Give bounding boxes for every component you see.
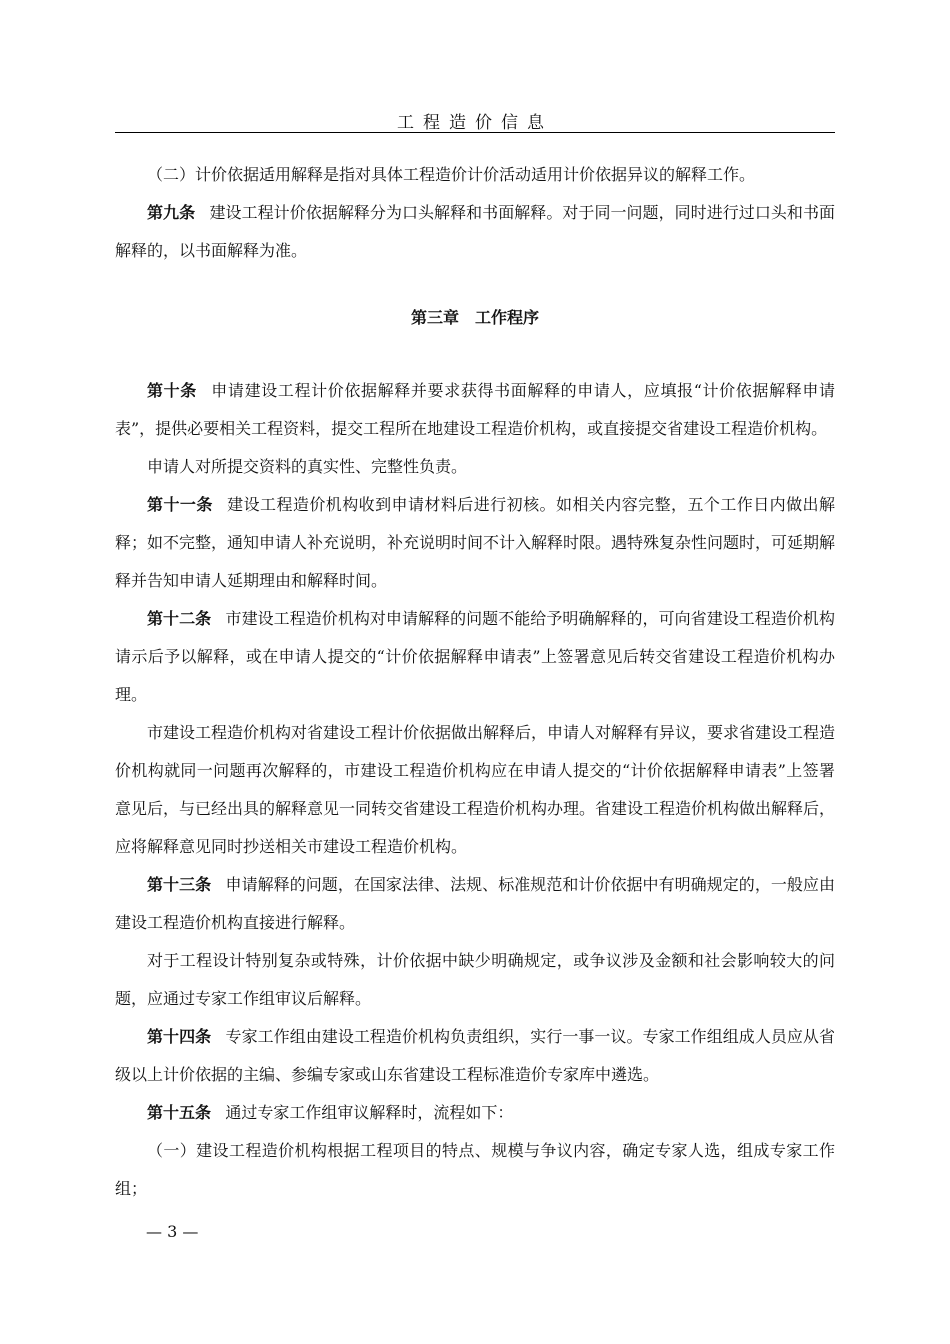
article-number: 第十四条 bbox=[147, 1027, 212, 1046]
body-paragraph bbox=[115, 448, 835, 486]
body-paragraph bbox=[115, 942, 835, 1018]
running-header-title: 工程造价信息 bbox=[397, 113, 553, 133]
article-paragraph bbox=[115, 600, 835, 714]
paragraph-text: 通过专家工作组审议解释时，流程如下： bbox=[225, 1103, 514, 1122]
paragraph-text: 市建设工程造价机构对省建设工程计价依据做出解释后，申请人对解释有异议，要求省建设工程造价机构就同一问题再次解释的，市建设工程造价机构应在申请人提交的“计价依据解释申请表”上签署意见后，与已经出具的解释意见一同转交省建设工程造价机构办理。省建设工程造价机构做出解释后，应将解释意见同时抄送相关市建设工程造价机构。 bbox=[115, 723, 836, 856]
body-paragraph bbox=[115, 1132, 835, 1208]
paragraph-text: 专家工作组由建设工程造价机构负责组织，实行一事一议。专家工作组组成人员应从省级以上计价依据的主编、参编专家或山东省建设工程标准造价专家库中遴选。 bbox=[115, 1027, 835, 1084]
paragraph-text: 对于工程设计特别复杂或特殊，计价依据中缺少明确规定，或争议涉及金额和社会影响较大的问题，应通过专家工作组审议后解释。 bbox=[115, 951, 835, 1008]
article-paragraph bbox=[115, 1018, 835, 1094]
paragraph-text: 建设工程计价依据解释分为口头解释和书面解释。对于同一问题，同时进行过口头和书面解释的，以书面解释为准。 bbox=[115, 203, 835, 260]
body-paragraph bbox=[115, 714, 835, 866]
header-divider bbox=[115, 132, 835, 133]
article-paragraph bbox=[115, 1094, 835, 1132]
paragraph-text: 建设工程造价机构收到申请材料后进行初核。如相关内容完整，五个工作日内做出解释；如不完整，通知申请人补充说明，补充说明时间不计入解释时限。遇特殊复杂性问题时，可延期解释并告知申请人延期理由和解释时间。 bbox=[115, 495, 836, 590]
paragraph-text: 申请建设工程计价依据解释并要求获得书面解释的申请人，应填报“计价依据解释申请表”，提供必要相关工程资料，提交工程所在地建设工程造价机构，或直接提交省建设工程造价机构。 bbox=[115, 381, 835, 438]
paragraph-text: 申请解释的问题，在国家法律、法规、标准规范和计价依据中有明确规定的，一般应由建设工程造价机构直接进行解释。 bbox=[115, 875, 835, 932]
section-top bbox=[115, 156, 835, 270]
article-number: 第十二条 bbox=[147, 609, 212, 628]
article-paragraph bbox=[115, 194, 835, 270]
paragraph-text: 申请人对所提交资料的真实性、完整性负责。 bbox=[147, 457, 468, 476]
paragraph-text: 市建设工程造价机构对申请解释的问题不能给予明确解释的，可向省建设工程造价机构请示后予以解释，或在申请人提交的“计价依据解释申请表”上签署意见后转交省建设工程造价机构办理。 bbox=[115, 609, 835, 704]
body-paragraph bbox=[115, 156, 835, 194]
chapter-title: 工作程序 bbox=[475, 308, 540, 327]
document-body bbox=[115, 156, 835, 1208]
article-number: 第十一条 bbox=[147, 495, 213, 514]
page-number: — 3 — bbox=[146, 1222, 199, 1241]
section-procedures bbox=[115, 372, 835, 1208]
paragraph-text: （一）建设工程造价机构根据工程项目的特点、规模与争议内容，确定专家人选，组成专家工作组； bbox=[115, 1141, 835, 1198]
article-paragraph bbox=[115, 372, 835, 448]
article-number: 第十条 bbox=[147, 381, 197, 400]
paragraph-text: （二）计价依据适用解释是指对具体工程造价计价活动适用计价依据异议的解释工作。 bbox=[147, 165, 756, 184]
article-number: 第十五条 bbox=[147, 1103, 212, 1122]
chapter-number: 第三章 bbox=[410, 308, 459, 327]
article-paragraph bbox=[115, 866, 835, 942]
article-number: 第十三条 bbox=[147, 875, 212, 894]
chapter-heading bbox=[115, 304, 835, 332]
article-paragraph bbox=[115, 486, 835, 600]
article-number: 第九条 bbox=[147, 203, 196, 222]
